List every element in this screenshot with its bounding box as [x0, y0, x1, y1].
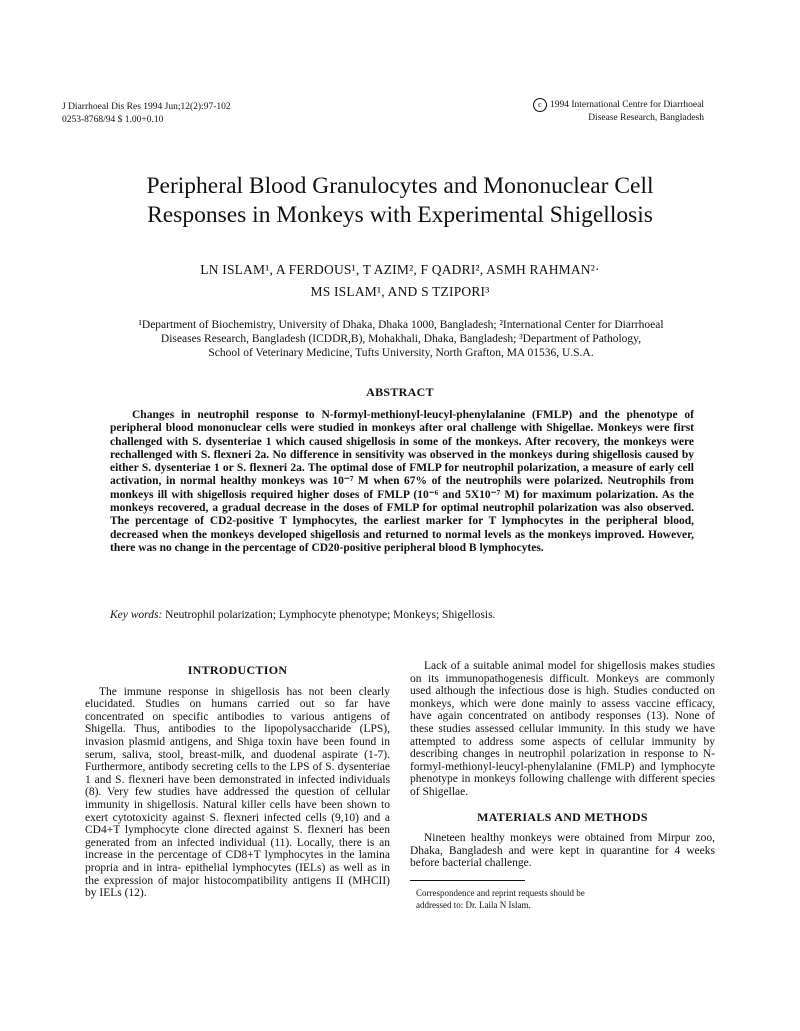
- abstract-text: Changes in neutrophil response to N-formyl-methionyl-leucyl-phenylalanine (FMLP) and the phenotype of peripheral blood mononuclear cells were studied in monkeys after oral challenge with Shigellae. Monkeys were first challenged with S. dysenteriae 1 which caused shigellosis in some of the monkeys. After recovery, the monkeys were rechallenged with S. flexneri 2a. No difference in sensitivity was observed in the monkeys during shigellosis caused by either S. dysenteriae 1 or S. flexneri 2a. The optimal dose of FMLP for neutrophil polarization, a measure of early cell activation, in normal healthy monkeys was 10⁻⁷ M when 67% of the neutrophils were polarized. Neutrophils from monkeys ill with shigellosis required higher doses of FMLP (10⁻⁶ and 5X10⁻⁷ M) for maximum polarization. As the monkeys recovered, a gradual decrease in the doses of FMLP for optimal neutrophil polarization was also observed. The percentage of CD2-positive T lymphocytes, the earliest marker for T lymphocytes in the peripheral blood, decreased when the monkeys developed shigellosis and returned to normal levels as the monkeys improved. However, there was no change in the percentage of CD20-positive peripheral blood B lymphocytes.: [110, 409, 694, 554]
- methods-paragraph: Nineteen healthy monkeys were obtained from Mirpur zoo, Dhaka, Bangladesh and were kept in quarantine for 4 weeks before bacterial challenge.: [410, 832, 715, 870]
- right-column: [410, 660, 715, 911]
- introduction-heading: INTRODUCTION: [187, 663, 288, 677]
- footnote-divider: [410, 880, 525, 881]
- title-line-2: Responses in Monkeys with Experimental Shigellosis: [147, 202, 653, 228]
- abstract-heading: ABSTRACT: [366, 385, 434, 399]
- affiliations: [66, 318, 736, 360]
- affiliation-line-3: School of Veterinary Medicine, Tufts University, North Grafton, MA 01536, U.S.A.: [208, 347, 594, 359]
- correspondence-line-1: Correspondence and reprint requests should be: [416, 887, 585, 898]
- left-column: [85, 660, 390, 900]
- copyright-notice: [533, 98, 704, 125]
- copyright-icon: c: [533, 98, 547, 112]
- introduction-paragraph-2: Lack of a suitable animal model for shigellosis makes studies on its immunopathogenesis difficult. Monkeys are commonly used although the infectious dose is high. Studies conducted on monkeys, which were done mainly to assess vaccine efficacy, have again concentrated on antibody responses (13). None of these studies assessed cellular immunity. In this study we have attempted to address some aspects of cellular immunity by describing changes in neutrophil polarization in response to N-formyl-methionyl-leucyl-phenylalanine (FMLP) and lymphocyte phenotype in monkeys following challenge with different species of Shigellae.: [410, 660, 715, 798]
- authors-line-1: LN ISLAM¹, A FERDOUS¹, T AZIM², F QADRI², ASMH RAHMAN²·: [200, 262, 600, 277]
- affiliation-line-1: ¹Department of Biochemistry, University of Dhaka, Dhaka 1000, Bangladesh; ²International Center for Diarrhoeal: [138, 319, 664, 331]
- introduction-paragraph: The immune response in shigellosis has not been clearly elucidated. Studies on humans carried out so far have concentrated on specific antibodies to various antigens of Shigella. Thus, antibodies to the lipopolysaccharide (LPS), invasion plasmid antigens, and Shiga toxin have been found in serum, saliva, stool, breast-milk, and duodenal aspirate (1-7). Furthermore, antibody secreting cells to the LPS of S. dysenteriae 1 and S. flexneri have been demonstrated in infected individuals (8). Very few studies have addressed the question of cellular immunity in shigellosis. Natural killer cells have been shown to exert cytotoxicity against S. flexneri infected cells (9,10) and a CD4+T lymphocyte clone directed against S. flexneri has been generated from an infected individual (11). Locally, there is an increase in the percentage of CD8+T lymphocytes in the lamina propria and in intra- epithelial lymphocytes (IELs) as well as in the expression of major histocompatibility antigens II (MHCII) by IELs (12).: [85, 685, 390, 900]
- title-line-1: Peripheral Blood Granulocytes and Mononuclear Cell: [146, 173, 654, 199]
- copyright-line-2: Disease Research, Bangladesh: [588, 113, 704, 124]
- keywords-text: Neutrophil polarization; Lymphocyte phenotype; Monkeys; Shigellosis.: [162, 609, 496, 621]
- keywords-label: Key words:: [110, 609, 163, 621]
- copyright-line: 1994 International Centre for Diarrhoeal: [549, 100, 704, 111]
- correspondence-note: [410, 887, 715, 911]
- authors-line-2: MS ISLAM¹, AND S TZIPORI³: [310, 284, 490, 299]
- journal-issn-line: 0253-8768/94 $ 1.00+0.10: [62, 115, 164, 125]
- article-title: [60, 172, 740, 230]
- author-list: [60, 259, 740, 303]
- methods-heading: MATERIALS AND METHODS: [477, 809, 648, 824]
- journal-citation-line: J Diarrhoeal Dis Res 1994 Jun;12(2):97-102: [62, 102, 231, 112]
- keywords: [110, 609, 694, 621]
- journal-citation: [62, 101, 231, 127]
- affiliation-line-2: Diseases Research, Bangladesh (ICDDR,B), Mohakhali, Dhaka, Bangladesh; ³Department of Pathology,: [160, 333, 642, 345]
- correspondence-line-2: addressed to: Dr. Laila N Islam.: [416, 899, 531, 910]
